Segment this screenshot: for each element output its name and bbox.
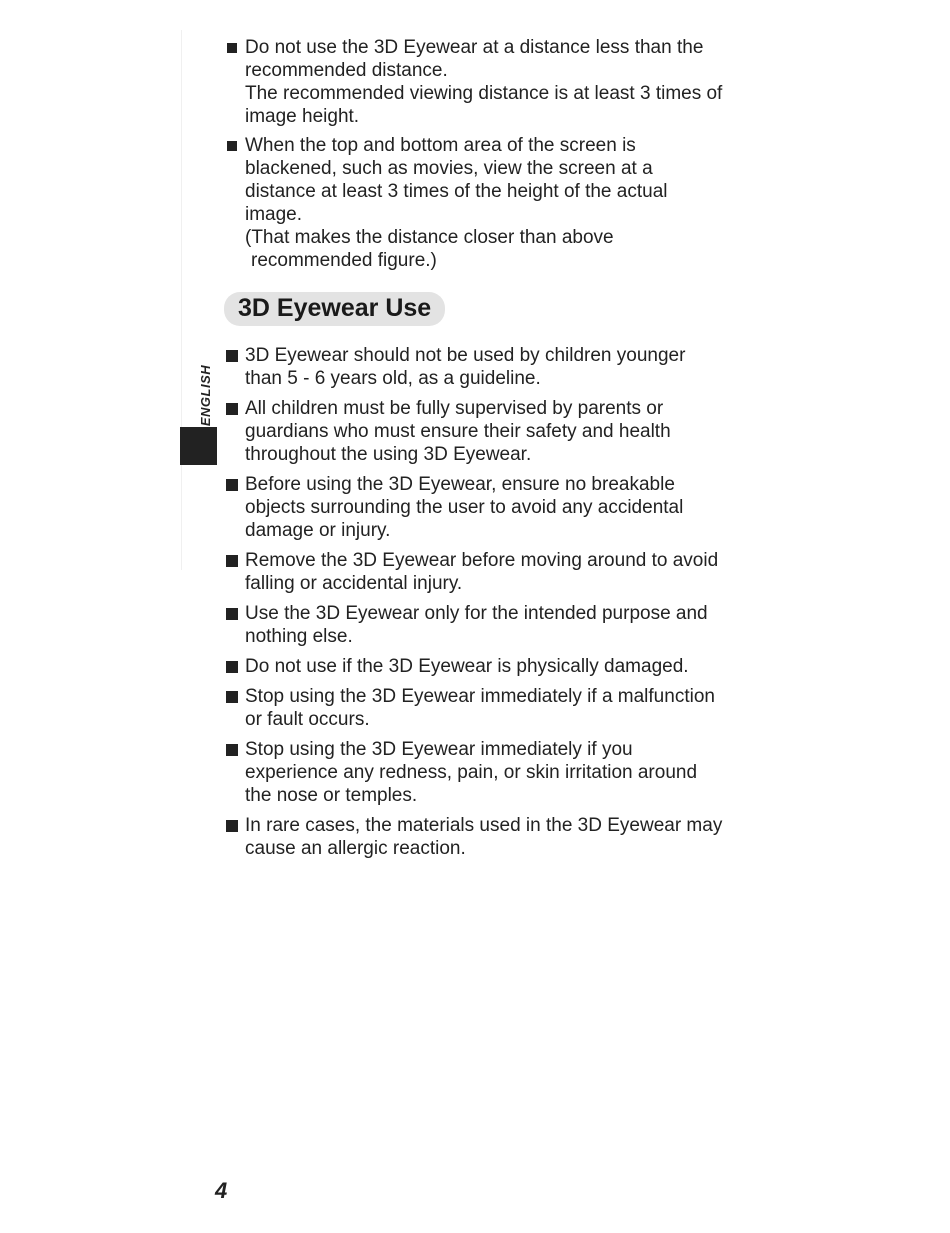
square-bullet-icon [226,691,238,703]
list-item-text: Remove the 3D Eyewear before moving around to avoid falling or accidental injury. [245,550,719,594]
list-item [224,685,724,731]
square-bullet-icon [226,820,238,832]
page-content [224,36,724,867]
square-bullet-icon [227,141,237,151]
margin-rule [181,30,182,570]
square-bullet-icon [226,608,238,620]
square-bullet-icon [227,43,237,53]
list-item-text: All children must be fully supervised by parents or guardians who must ensure their safety and health throughout the using 3D Eyewear. [245,398,671,465]
list-item-text: 3D Eyewear should not be used by children younger than 5 - 6 years old, as a guideline. [245,345,686,389]
list-item-text: In rare cases, the materials used in the 3D Eyewear may cause an allergic reaction. [245,815,723,859]
intro-item [224,134,724,272]
list-item-text: Use the 3D Eyewear only for the intended purpose and nothing else. [245,603,708,647]
language-tab-label: ENGLISH [198,364,214,426]
square-bullet-icon [226,744,238,756]
intro-paragraph: recommended figure.) [251,250,437,271]
square-bullet-icon [226,555,238,567]
square-bullet-icon [226,350,238,362]
square-bullet-icon [226,479,238,491]
list-item [224,738,724,807]
list-item-text: Do not use if the 3D Eyewear is physically damaged. [245,656,689,677]
list-item-text: Stop using the 3D Eyewear immediately if you experience any redness, pain, or skin irritation around the nose or temples. [245,739,698,806]
list-item-text: Stop using the 3D Eyewear immediately if a malfunction or fault occurs. [245,686,715,730]
square-bullet-icon [226,661,238,673]
intro-item [224,36,724,128]
list-item [224,397,724,466]
list-item-text: Before using the 3D Eyewear, ensure no breakable objects surrounding the user to avoid any accidental damage or injury. [245,474,684,541]
intro-paragraph: The recommended viewing distance is at least 3 times of image height. [245,83,723,127]
intro-paragraph: Do not use the 3D Eyewear at a distance less than the recommended distance. [245,37,704,81]
list-item [224,655,724,678]
list-item [224,344,724,390]
square-bullet-icon [226,403,238,415]
intro-paragraph: When the top and bottom area of the screen is blackened, such as movies, view the screen at a distance at least 3 times of the height of the actual image. [245,135,668,225]
intro-paragraph: (That makes the distance closer than above [245,227,614,248]
language-tab-marker [180,427,217,465]
list-item [224,473,724,542]
list-item [224,549,724,595]
section-heading: 3D Eyewear Use [224,292,445,326]
page-number: 4 [215,1178,228,1203]
safety-list [224,344,724,860]
list-item [224,602,724,648]
list-item [224,814,724,860]
